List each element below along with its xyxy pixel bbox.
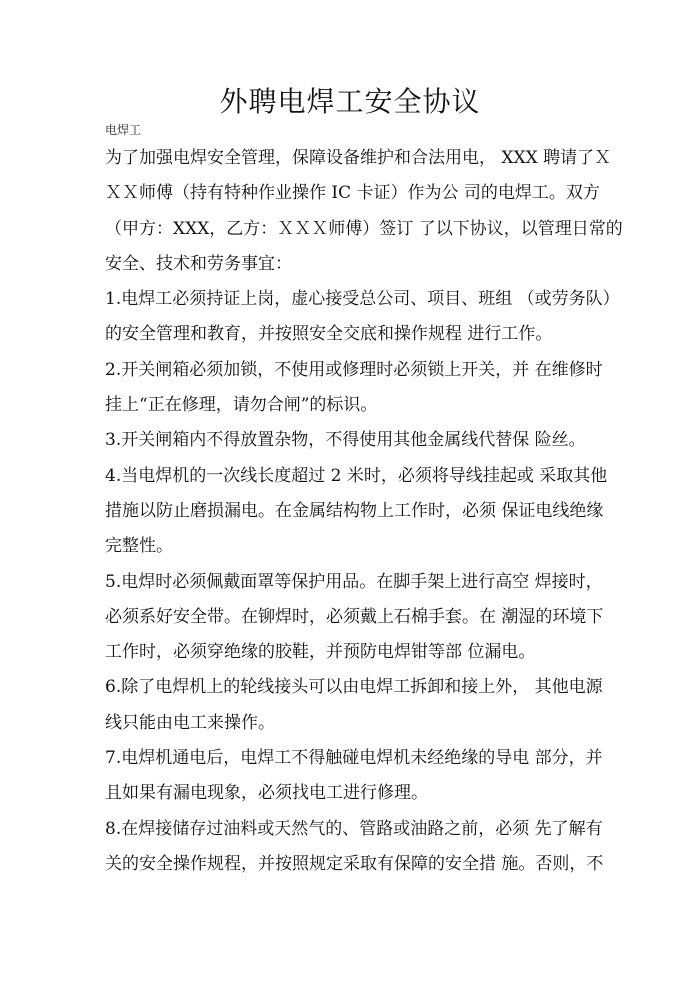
body-line: 为了加强电焊安全管理，保障设备维护和合法用电， XXX 聘请了Ｘ [105, 148, 612, 168]
body-line: 4.当电焊机的一次线长度超过 2 米时，必须将导线挂起或 采取其他 [105, 465, 608, 486]
body-line: 8.在焊接储存过油料或天然气的、管路或油路之前，必须 先了解有 [105, 818, 603, 839]
body-line: 挂上“正在修理，请勿合闸”的标识。 [105, 395, 378, 416]
body-line: 完整性。 [105, 536, 173, 557]
body-line: 线只能由电工来操作。 [105, 712, 275, 733]
body-line: 6.除了电焊机上的轮线接头可以由电焊工拆卸和接上外， 其他电源 [105, 677, 603, 698]
body-line: 措施以防止磨损漏电。在金属结构物上工作时，必须 保证电线绝缘 [105, 500, 604, 521]
body-line: 必须系好安全带。在铆焊时，必须戴上石棉手套。在 潮湿的环境下 [105, 606, 604, 627]
body-line: （甲方：XXX，乙方：ＸＸＸ师傅）签订 了以下协议，以管理日常的 [105, 218, 623, 239]
body-line: 的安全管理和教育，并按照安全交底和操作规程 进行工作。 [105, 324, 553, 345]
body-line: 1.电焊工必须持证上岗，虚心接受总公司、项目、班组 （或劳务队） [105, 289, 620, 310]
document-subtitle: 电焊工 [105, 123, 142, 137]
body-line: 5.电焊时必须佩戴面罩等保护用品。在脚手架上进行高空 焊接时， [105, 571, 603, 592]
body-line: 且如果有漏电现象，必须找电工进行修理。 [105, 783, 428, 804]
body-line: 关的安全操作规程，并按照规定采取有保障的安全措 施。否则，不 [105, 853, 604, 874]
document-body [105, 141, 623, 882]
body-line: 7.电焊机通电后，电焊工不得触碰电焊机未经绝缘的导电 部分，并 [105, 748, 603, 769]
body-line: 安全、技术和劳务事宜： [105, 253, 292, 274]
body-line: 2.开关闸箱必须加锁，不使用或修理时必须锁上开关，并 在维修时 [105, 359, 603, 380]
body-line: 工作时，必须穿绝缘的胶鞋，并预防电焊钳等部 位漏电。 [105, 642, 536, 663]
body-line: ＸＸ师傅（持有特种作业操作 IC 卡证）作为公 司的电焊工。双方 [105, 183, 600, 204]
body-line: 3.开关闸箱内不得放置杂物，不得使用其他金属线代替保 险丝。 [105, 430, 586, 451]
document-title: 外聘电焊工安全协议 [219, 85, 481, 118]
